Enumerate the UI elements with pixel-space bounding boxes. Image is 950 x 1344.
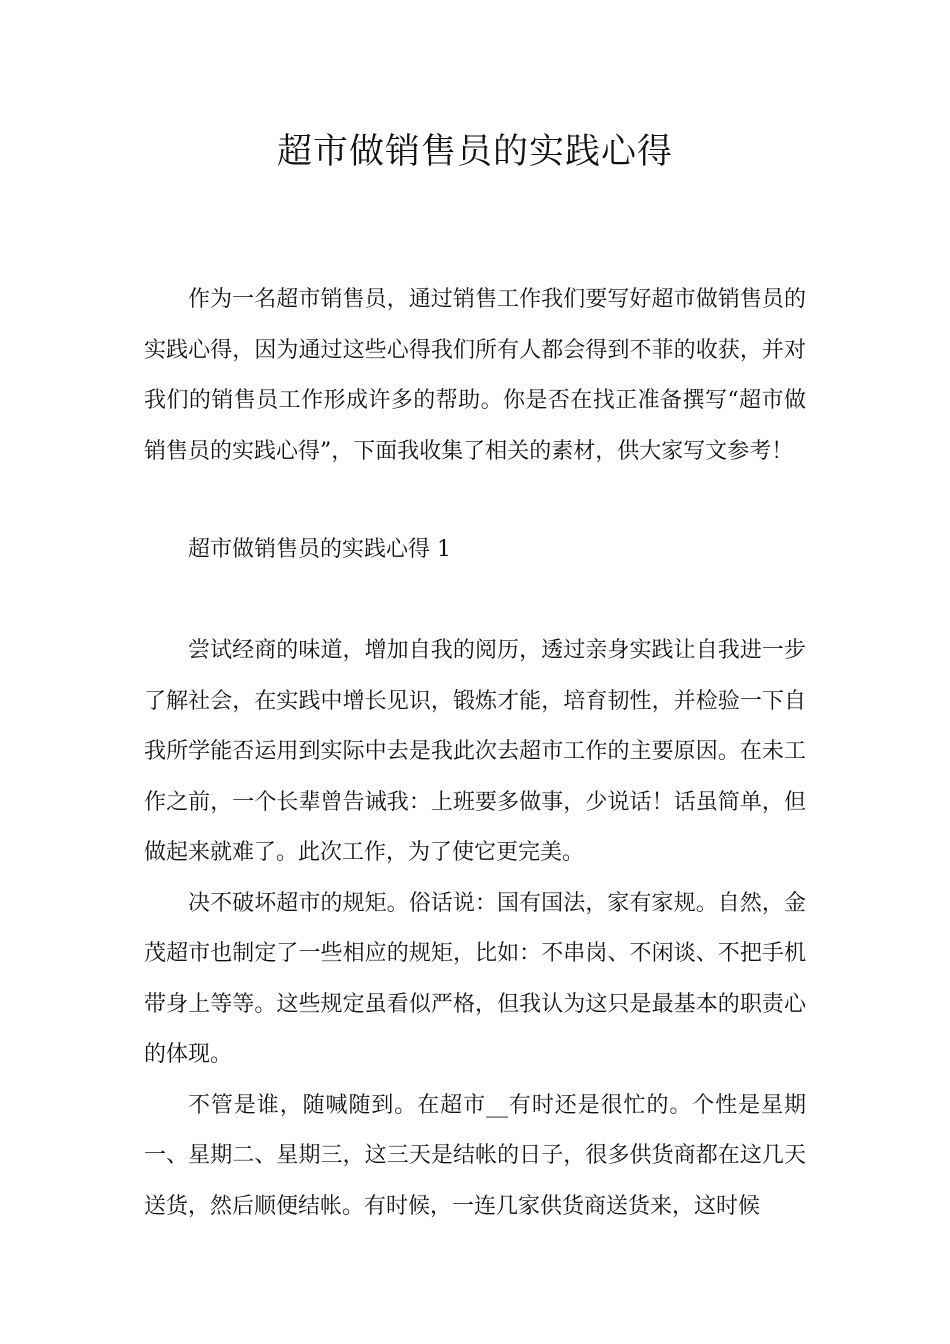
body-paragraph-1: 尝试经商的味道，增加自我的阅历，透过亲身实践让自我进一步了解社会，在实践中增长见识，锻炼才能，培育韧性，并检验一下自我所学能否运用到实际中去是我此次去超市工作的主要原因。在未工作之前，一个长辈曾告诫我：上班要多做事，少说话！话虽简单，但做起来就难了。此次工作，为了使它更完美。 xyxy=(144,638,806,865)
intro-paragraph: 作为一名超市销售员，通过销售工作我们要写好超市做销售员的实践心得，因为通过这些心得我们所有人都会得到不菲的收获，并对我们的销售员工作形成许多的帮助。你是否在找正准备撰写“超市做销售员的实践心得”，下面我收集了相关的素材，供大家写文参考！ xyxy=(144,287,806,464)
section-heading: 超市做销售员的实践心得 1 xyxy=(188,537,451,562)
document-title: 超市做销售员的实践心得 xyxy=(276,132,673,172)
body-paragraph-3: 不管是谁，随喊随到。在超市__有时还是很忙的。个性是星期一、星期二、星期三，这三天是结帐的日子，很多供货商都在这几天送货，然后顺便结帐。有时候，一连几家供货商送货来，这时候 xyxy=(144,1092,806,1219)
body-paragraph-2: 决不破坏超市的规矩。俗话说：国有国法，家有家规。自然，金茂超市也制定了一些相应的规矩，比如：不串岗、不闲谈、不把手机带身上等等。这些规定虽看似严格，但我认为这只是最基本的职责心的体现。 xyxy=(144,890,806,1067)
intro-block xyxy=(144,275,806,477)
section-body xyxy=(144,626,806,1232)
